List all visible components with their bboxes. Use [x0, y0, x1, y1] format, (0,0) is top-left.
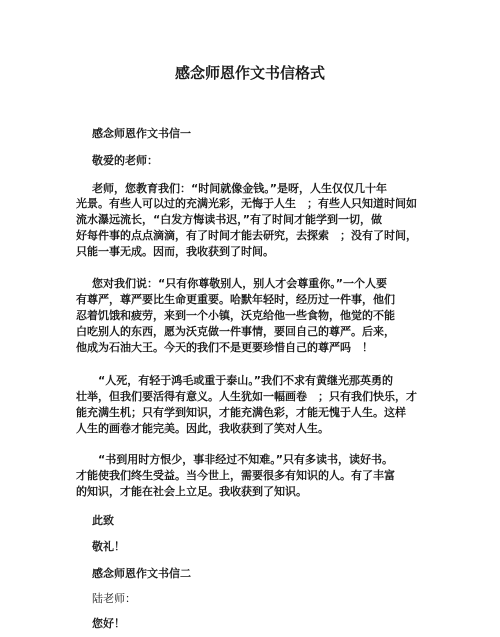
letter-heading-2: 感念师恩作文书信二 — [92, 567, 191, 580]
closing-line: 敬礼！ — [92, 540, 125, 553]
paragraph-line: 才能使我们终生受益。当今世上，需要很多有知识的人。有了丰富 — [76, 469, 395, 482]
paragraph-line: 壮举，但我们要活得有意义。人生犹如一幅画卷 ；只有我们快乐，才 — [76, 390, 417, 403]
salutation: 陆老师： — [92, 592, 136, 605]
paragraph-line: 的知识，才能在社会上立足。我收获到了知识。 — [76, 485, 307, 498]
greeting: 您好！ — [92, 617, 125, 630]
salutation: 敬爱的老师： — [92, 154, 158, 167]
paragraph-line: 白吃别人的东西，愿为沃克做一件事情，要回自己的尊严。后来， — [76, 325, 395, 338]
letter-heading-1: 感念师恩作文书信一 — [92, 127, 191, 140]
paragraph-line: 您对我们说：“只有你尊敬别人，别人才会尊重你。”一个人要 — [92, 277, 387, 290]
paragraph-line: 人生的画卷才能完美。因此，我收获到了笑对人生。 — [76, 422, 329, 435]
paragraph-line: 他成为石油大王。今天的我们不是更要珍惜自己的尊严吗 ！ — [76, 341, 373, 354]
paragraph-line: 只能一事无成。因而，我收获到了时间。 — [76, 245, 274, 258]
paragraph-line: 忍着饥饿和疲劳，来到一个小镇，沃克给他一些食物，他觉的不能 — [76, 309, 395, 322]
paragraph-line: 好每件事的点点滴滴，有了时间才能去研究，去探索 ；没有了时间， — [76, 229, 417, 242]
closing-line: 此致 — [92, 514, 114, 527]
paragraph-line: “书到用时方恨少，事非经过不知难。”只有多读书，读好书。 — [98, 453, 393, 466]
paragraph-line: 能充满生机；只有学到知识，才能充满色彩，才能无愧于人生。这样 — [76, 406, 406, 419]
paragraph-line: 有尊严，尊严要比生命更重要。哈默年轻时，经历过一件事，他们 — [76, 293, 395, 306]
paragraph-line: “人死，有轻于鸿毛或重于泰山。”我们不求有黄继光那英勇的 — [98, 374, 393, 387]
paragraph-line: 光景。有些人可以过的充满光彩，无悔于人生 ；有些人只知道时间如 — [76, 197, 417, 210]
paragraph-line: 老师，您教育我们：“时间就像金钱。”是呀，人生仅仅几十年 — [92, 182, 387, 195]
document-title: 感念师恩作文书信格式 — [174, 64, 325, 82]
paragraph-line: 流水瀑远流长，“白发方悔读书迟，”有了时间才能学到一切，做 — [76, 213, 382, 226]
